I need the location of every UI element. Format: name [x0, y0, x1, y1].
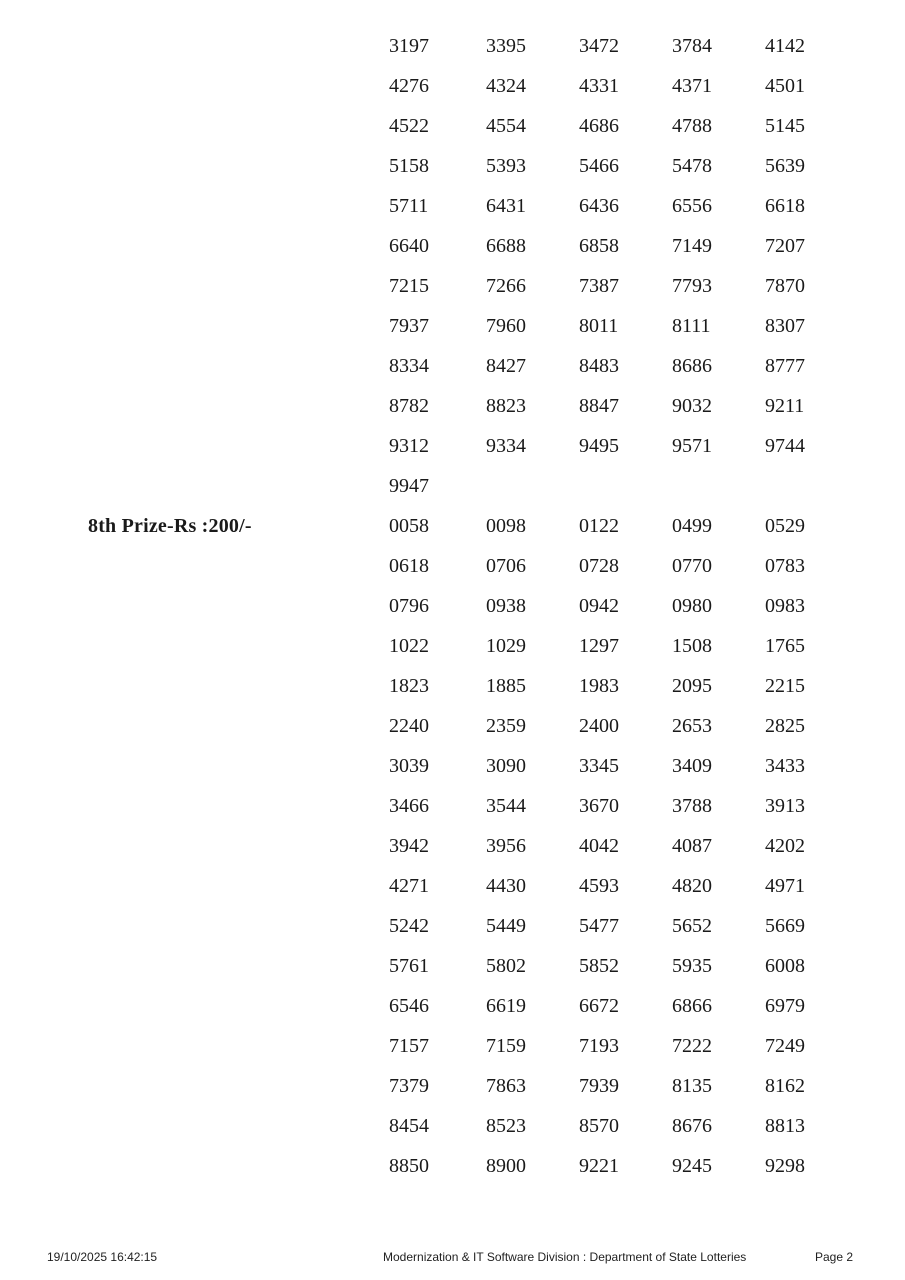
number-row [0, 826, 905, 866]
lottery-number: 7215 [389, 275, 429, 297]
lottery-number: 4371 [672, 75, 712, 97]
lottery-number: 7793 [672, 275, 712, 297]
number-row [0, 906, 905, 946]
number-row [0, 626, 905, 666]
number-row [0, 146, 905, 186]
lottery-number: 3090 [486, 755, 526, 777]
lottery-number: 7159 [486, 1035, 526, 1057]
lottery-number: 7249 [765, 1035, 805, 1057]
lottery-number: 6556 [672, 195, 712, 217]
lottery-number: 8813 [765, 1115, 805, 1137]
lottery-number: 1765 [765, 635, 805, 657]
number-row [0, 266, 905, 306]
number-row [0, 866, 905, 906]
number-row [0, 786, 905, 826]
lottery-number: 6546 [389, 995, 429, 1017]
lottery-number: 3913 [765, 795, 805, 817]
lottery-number: 4686 [579, 115, 619, 137]
lottery-number: 1022 [389, 635, 429, 657]
lottery-number: 6866 [672, 995, 712, 1017]
lottery-number: 9744 [765, 435, 805, 457]
lottery-number: 4276 [389, 75, 429, 97]
lottery-number: 2359 [486, 715, 526, 737]
lottery-number: 0770 [672, 555, 712, 577]
lottery-number: 7149 [672, 235, 712, 257]
lottery-number: 7387 [579, 275, 619, 297]
lottery-number: 7960 [486, 315, 526, 337]
number-row [0, 986, 905, 1026]
lottery-number: 3039 [389, 755, 429, 777]
lottery-number: 9571 [672, 435, 712, 457]
lottery-number: 3197 [389, 35, 429, 57]
lottery-number: 7937 [389, 315, 429, 337]
number-row [0, 306, 905, 346]
number-row [0, 106, 905, 146]
lottery-number: 4820 [672, 875, 712, 897]
lottery-number: 0783 [765, 555, 805, 577]
lottery-number: 9298 [765, 1155, 805, 1177]
lottery-number: 3788 [672, 795, 712, 817]
lottery-number: 4042 [579, 835, 619, 857]
lottery-number: 0728 [579, 555, 619, 577]
lottery-number: 5669 [765, 915, 805, 937]
lottery-number: 0796 [389, 595, 429, 617]
lottery-number: 6640 [389, 235, 429, 257]
lottery-number: 9334 [486, 435, 526, 457]
lottery-number: 8676 [672, 1115, 712, 1137]
lottery-number: 8334 [389, 355, 429, 377]
lottery-number: 0706 [486, 555, 526, 577]
lottery-number: 0098 [486, 515, 526, 537]
lottery-number: 3784 [672, 35, 712, 57]
lottery-number: 5761 [389, 955, 429, 977]
number-row [0, 1106, 905, 1146]
prize-tier-label: 8th Prize-Rs :200/- [88, 515, 252, 537]
lottery-number: 4271 [389, 875, 429, 897]
number-row [0, 946, 905, 986]
lottery-number: 3956 [486, 835, 526, 857]
lottery-number: 8483 [579, 355, 619, 377]
number-row [0, 386, 905, 426]
lottery-number: 8782 [389, 395, 429, 417]
lottery-number: 7266 [486, 275, 526, 297]
lottery-number: 4430 [486, 875, 526, 897]
number-row [0, 586, 905, 626]
lottery-number: 6979 [765, 995, 805, 1017]
lottery-number: 0618 [389, 555, 429, 577]
footer-page-number: Page 2 [815, 1250, 854, 1264]
lottery-number: 3670 [579, 795, 619, 817]
lottery-number: 1885 [486, 675, 526, 697]
lottery-number: 7222 [672, 1035, 712, 1057]
lottery-number: 6688 [486, 235, 526, 257]
lottery-number: 9211 [765, 395, 805, 417]
lottery-number: 7207 [765, 235, 805, 257]
lottery-number: 9947 [389, 475, 429, 497]
lottery-number: 8523 [486, 1115, 526, 1137]
lottery-number: 4331 [579, 75, 619, 97]
lottery-number: 4142 [765, 35, 805, 57]
lottery-number: 2653 [672, 715, 712, 737]
lottery-number: 0499 [672, 515, 712, 537]
lottery-number: 0980 [672, 595, 712, 617]
lottery-number: 5477 [579, 915, 619, 937]
lottery-number: 8823 [486, 395, 526, 417]
lottery-number: 9245 [672, 1155, 712, 1177]
lottery-number: 0942 [579, 595, 619, 617]
lottery-number: 0529 [765, 515, 805, 537]
lottery-number: 2825 [765, 715, 805, 737]
prize-number-table [0, 26, 905, 1186]
lottery-number: 0938 [486, 595, 526, 617]
lottery-number: 6431 [486, 195, 526, 217]
lottery-number: 5449 [486, 915, 526, 937]
number-row [0, 706, 905, 746]
lottery-number: 8454 [389, 1115, 429, 1137]
lottery-number: 6672 [579, 995, 619, 1017]
lottery-number: 4554 [486, 115, 526, 137]
number-row [0, 746, 905, 786]
lottery-number: 3942 [389, 835, 429, 857]
number-row [0, 426, 905, 466]
lottery-number: 5852 [579, 955, 619, 977]
lottery-number: 4202 [765, 835, 805, 857]
number-row [0, 1066, 905, 1106]
lottery-number: 0122 [579, 515, 619, 537]
footer-datetime: 19/10/2025 16:42:15 [47, 1250, 158, 1264]
lottery-number: 1297 [579, 635, 619, 657]
page-footer [0, 1248, 905, 1266]
lottery-number: 8777 [765, 355, 805, 377]
lottery-number: 5639 [765, 155, 805, 177]
lottery-number: 1823 [389, 675, 429, 697]
lottery-number: 5145 [765, 115, 805, 137]
lottery-number: 5242 [389, 915, 429, 937]
lottery-number: 7870 [765, 275, 805, 297]
lottery-number: 7193 [579, 1035, 619, 1057]
lottery-number: 8850 [389, 1155, 429, 1177]
number-row [0, 226, 905, 266]
lottery-number: 5802 [486, 955, 526, 977]
number-row [0, 1146, 905, 1186]
lottery-number: 5466 [579, 155, 619, 177]
number-row [0, 66, 905, 106]
lottery-number: 9312 [389, 435, 429, 457]
lottery-number: 0058 [389, 515, 429, 537]
lottery-number: 2240 [389, 715, 429, 737]
lottery-number: 9221 [579, 1155, 619, 1177]
lottery-number: 5935 [672, 955, 712, 977]
lottery-number: 4522 [389, 115, 429, 137]
lottery-number: 8900 [486, 1155, 526, 1177]
lottery-number: 1508 [672, 635, 712, 657]
number-row [0, 186, 905, 226]
lottery-number: 5652 [672, 915, 712, 937]
number-row [0, 546, 905, 586]
lottery-number: 5711 [389, 195, 429, 217]
lottery-number: 6618 [765, 195, 805, 217]
lottery-number: 8011 [579, 315, 619, 337]
lottery-number: 2400 [579, 715, 619, 737]
lottery-number: 5158 [389, 155, 429, 177]
lottery-number: 8135 [672, 1075, 712, 1097]
lottery-number: 3345 [579, 755, 619, 777]
lottery-number: 0983 [765, 595, 805, 617]
lottery-number: 9032 [672, 395, 712, 417]
number-row [0, 506, 905, 546]
lottery-number: 3466 [389, 795, 429, 817]
lottery-number: 6008 [765, 955, 805, 977]
lottery-number: 7379 [389, 1075, 429, 1097]
lottery-number: 5478 [672, 155, 712, 177]
number-row [0, 346, 905, 386]
lottery-number: 2215 [765, 675, 805, 697]
lottery-number: 8162 [765, 1075, 805, 1097]
lottery-number: 7157 [389, 1035, 429, 1057]
lottery-number: 3395 [486, 35, 526, 57]
footer-division: Modernization & IT Software Division : Department of State Lotteries [383, 1250, 747, 1264]
lottery-number: 1029 [486, 635, 526, 657]
lottery-number: 8847 [579, 395, 619, 417]
number-row [0, 1026, 905, 1066]
lottery-number: 3433 [765, 755, 805, 777]
number-row [0, 666, 905, 706]
lottery-number: 4971 [765, 875, 805, 897]
lottery-number: 8111 [672, 315, 711, 337]
lottery-number: 2095 [672, 675, 712, 697]
lottery-number: 3472 [579, 35, 619, 57]
lottery-number: 9495 [579, 435, 619, 457]
lottery-number: 3544 [486, 795, 526, 817]
lottery-number: 4593 [579, 875, 619, 897]
lottery-number: 4324 [486, 75, 526, 97]
lottery-number: 6436 [579, 195, 619, 217]
lottery-number: 5393 [486, 155, 526, 177]
number-row [0, 466, 905, 506]
lottery-number: 6619 [486, 995, 526, 1017]
lottery-number: 4501 [765, 75, 805, 97]
lottery-number: 8570 [579, 1115, 619, 1137]
lottery-number: 8307 [765, 315, 805, 337]
lottery-number: 7939 [579, 1075, 619, 1097]
lottery-number: 8427 [486, 355, 526, 377]
lottery-number: 8686 [672, 355, 712, 377]
number-row [0, 26, 905, 66]
lottery-number: 3409 [672, 755, 712, 777]
lottery-number: 4788 [672, 115, 712, 137]
lottery-number: 4087 [672, 835, 712, 857]
lottery-number: 6858 [579, 235, 619, 257]
lottery-number: 7863 [486, 1075, 526, 1097]
lottery-number: 1983 [579, 675, 619, 697]
